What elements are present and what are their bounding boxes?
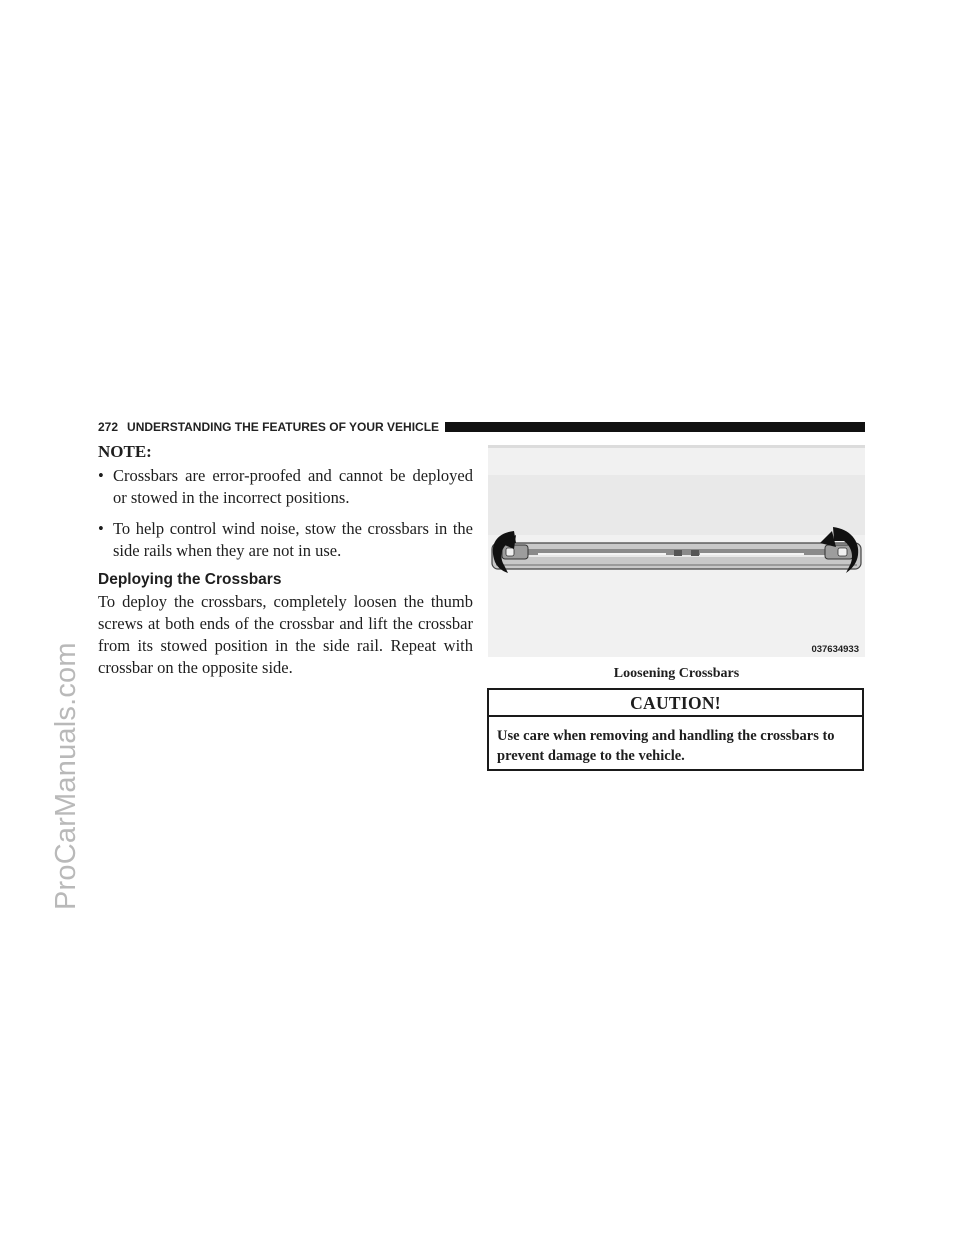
caution-box <box>487 688 864 771</box>
section-body: To deploy the crossbars, completely loosen the thumb screws at both ends of the crossbar and lift the crossbar from its stowed position in the side rail. Repeat with crossbar on the opposite side. <box>98 592 473 677</box>
figure-code: 037634933 <box>811 644 859 655</box>
crossbar-illustration <box>488 445 865 657</box>
note-bullet-text: Crossbars are error-proofed and cannot be deployed or stowed in the incorrect positions. <box>113 466 473 507</box>
bullet-glyph: • <box>98 519 104 538</box>
header-rule <box>445 422 865 432</box>
left-column <box>98 442 473 679</box>
section-heading: Deploying the Crossbars <box>98 571 282 588</box>
bullet-glyph: • <box>98 466 104 485</box>
note-bullet-text: To help control wind noise, stow the crossbars in the side rails when they are not in use. <box>113 519 473 560</box>
caution-body: Use care when removing and handling the crossbars to prevent damage to the vehicle. <box>497 728 835 764</box>
watermark-text: ProCarManuals.com <box>50 642 82 910</box>
note-bullet <box>98 518 473 562</box>
page-number: 272 <box>98 420 119 434</box>
note-bullet <box>98 465 473 509</box>
figure-caption: Loosening Crossbars <box>613 666 740 681</box>
page-header <box>98 419 865 435</box>
note-label: NOTE: <box>98 442 152 461</box>
section-title: UNDERSTANDING THE FEATURES OF YOUR VEHICLE <box>127 420 440 434</box>
crossbar-figure <box>488 445 865 657</box>
caution-title: CAUTION! <box>489 690 862 717</box>
